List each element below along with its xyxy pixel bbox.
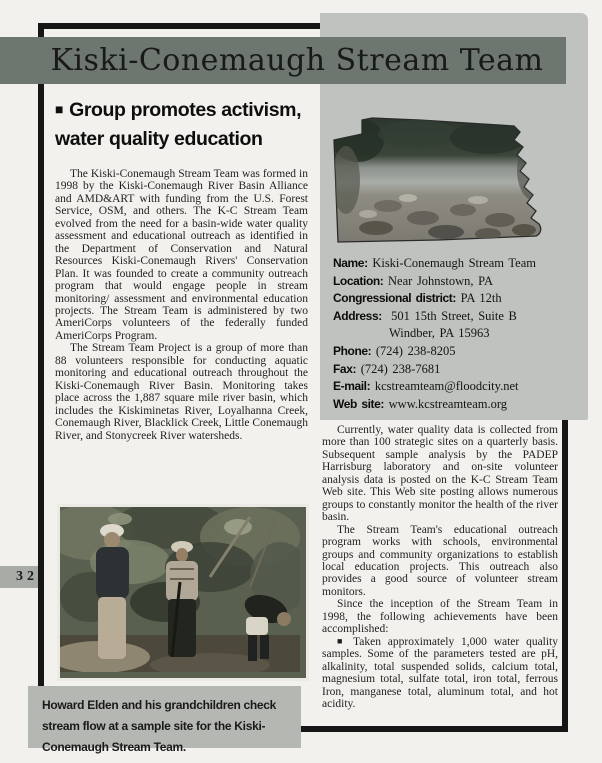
headline-line2: water quality education (55, 127, 263, 150)
paragraph: The Stream Team's educational outreach program works with schools, environmental groups and community organizations to establish local education projects. This outreach also provides a good source of volunteer stream monitors. (322, 523, 558, 598)
info-row-website (333, 396, 581, 414)
article-headline (55, 97, 317, 153)
photo-caption: Howard Elden and his grandchildren check stream flow at a sample site for the Kiski-Conemaugh Stream Team. (42, 698, 277, 754)
paragraph: Currently, water quality data is collected from more than 100 strategic sites on a quarterly basis. Subsequent sample analysis by the PADEP Harrisburg laboratory and on-site volunteer analysis data is posted on the K-C Stream Team Web site. This Web site posting allows numerous groups to constantly monitor the health of the river basin. (322, 424, 558, 524)
info-panel (333, 255, 581, 413)
right-column (322, 424, 558, 710)
info-value: kcstreamteam@floodcity.net (374, 379, 519, 394)
volunteers-photo-illustration (60, 507, 300, 672)
info-value: PA 12th (460, 291, 502, 306)
info-value: Near Johnstown, PA (388, 273, 494, 288)
info-value: 501 15th Street, Suite B (391, 308, 517, 323)
info-value: Windber, PA 15963 (389, 326, 490, 341)
square-bullet-icon: ■ (55, 101, 64, 117)
photo-caption-box (28, 686, 301, 754)
info-label: Web site: (333, 396, 385, 411)
info-label: Congressional district: (333, 291, 456, 306)
info-label: Fax: (333, 361, 357, 376)
info-value: (724) 238-8205 (375, 343, 456, 358)
pennsylvania-map-icon (328, 110, 564, 248)
info-row-address-line2 (333, 325, 581, 343)
pennsylvania-stream-photo (328, 110, 564, 248)
page-number: 32 (16, 569, 38, 584)
paragraph: The Kiski-Conemaugh Stream Team was formed in 1998 by the Kiski-Conemaugh River Basin Alliance and AMD&ART with funding from the U.S. Forest Service, OSM, and others. The K-C Stream Team evolved from the need for a basin-wide water quality assessment and educational outreach as identified in the Department of Conservation and Natural Resources Kiski-Conemaugh Rivers' Conservation Plan. It was founded to create a community outreach program that would engage people in stream monitoring/ assessment and environmental education projects. The Stream Team is administered by two AmeriCorps volunteers of the federally funded AmeriCorps Program. (55, 168, 308, 342)
square-bullet-icon: ■ (337, 635, 347, 646)
info-row-phone (333, 343, 581, 361)
left-column (55, 168, 308, 442)
page-title: Kiski-Conemaugh Stream Team (50, 43, 544, 78)
bullet-paragraph (322, 636, 558, 711)
info-row-address (333, 308, 581, 326)
info-value: www.kcstreamteam.org (388, 396, 508, 411)
paragraph: The Stream Team Project is a group of more than 88 volunteers responsible for conducting aquatic monitoring and educational outreach throughout the Kiski-Conemaugh River Basin. Monitoring takes place across the 1,887 square mile river basin, which includes the Kiskiminetas River, Loyalhanna Creek, Conemaugh River, Blacklick Creek, Little Conemaugh River, and Stonycreek River watersheds. (55, 342, 308, 442)
info-label: Location: (333, 273, 384, 288)
title-banner (0, 37, 566, 84)
info-label: Address: (333, 308, 382, 323)
info-value: Kiski-Conemaugh Stream Team (372, 256, 536, 270)
headline-text: Group promotes activism, (69, 99, 302, 121)
info-label: E-mail: (333, 379, 371, 394)
info-row-name (333, 255, 581, 273)
paragraph: Since the inception of the Stream Team in 1998, the following achievements have been accomplished: (322, 598, 558, 636)
bullet-text: Taken approximately 1,000 water quality samples. Some of the parameters tested are pH, alkalinity, total suspended solids, calcium total, magnesium total, sulfate total, iron total, ferrous Iron, manganese total, aluminum total, and hot acidity. (322, 635, 559, 710)
info-row-email (333, 378, 581, 396)
info-value: (724) 238-7681 (360, 361, 441, 376)
info-row-fax (333, 361, 581, 379)
info-label: Name: (333, 256, 368, 270)
headline-line1 (55, 97, 317, 126)
info-label: Phone: (333, 343, 372, 358)
info-row-district (333, 290, 581, 308)
field-photo (57, 504, 309, 681)
info-row-location (333, 273, 581, 291)
